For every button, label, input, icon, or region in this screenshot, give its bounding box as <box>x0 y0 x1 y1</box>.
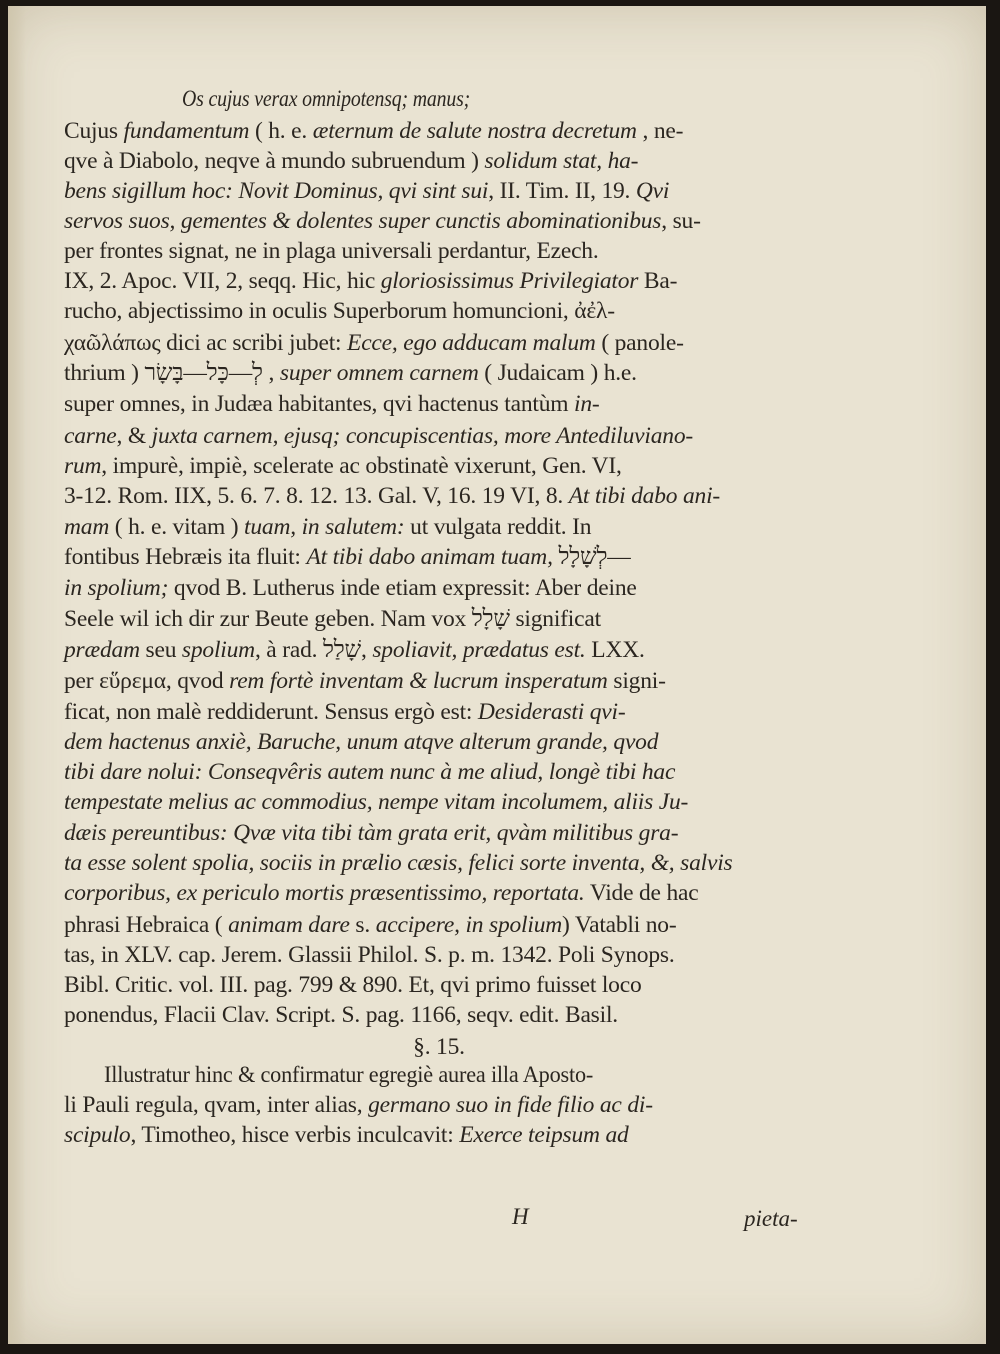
italic-text-segment: scipulo <box>64 1122 131 1148</box>
italic-text-segment: in- <box>574 391 600 417</box>
catchword: pieta- <box>744 1206 798 1231</box>
italic-text-segment: corporibus, ex periculo mortis præsentissimo, reportata. <box>64 880 585 906</box>
text-line <box>64 176 814 206</box>
text-segment: fontibus Hebræis ita fluit: <box>64 544 307 570</box>
text-segment: phrasi Hebraica ( <box>64 912 229 938</box>
text-line <box>64 727 814 757</box>
text-line <box>64 146 814 176</box>
text-segment: s. <box>349 912 376 938</box>
italic-text-segment: ta esse solent spolia, sociis in prælio cæsis, felici sorte inventa, &, salvis <box>64 850 733 876</box>
text-segment: §. 15. <box>413 1034 465 1060</box>
text-segment: , & <box>116 423 152 449</box>
italic-text-segment: tempestate melius ac commodius, nempe vitam incolumem, aliis Ju- <box>64 789 689 815</box>
italic-text-segment: accipere, in spolium <box>375 912 563 938</box>
text-line <box>64 542 814 572</box>
italic-text-segment: prædam <box>64 637 140 663</box>
italic-text-segment: tibi dare nolui: Conseqvêris autem nunc à me aliud, longè tibi hac <box>64 759 676 785</box>
text-line <box>64 1032 814 1062</box>
text-segment: Seele wil ich dir zur Beute geben. Nam vox שָׁלָל significat <box>64 606 601 632</box>
text-segment: LXX. <box>585 637 645 663</box>
text-segment: לְשָׁלָל— <box>552 544 631 570</box>
text-line <box>64 1000 814 1030</box>
text-line <box>64 910 814 940</box>
text-line <box>64 573 814 603</box>
italic-text-segment: solidum stat, ha- <box>484 148 639 174</box>
italic-text-segment: Qvi <box>635 178 670 204</box>
italic-text-segment: rum <box>64 453 102 479</box>
text-segment: ) Vatabli no- <box>562 912 677 938</box>
italic-text-segment: Os cujus verax omnipotensq; manus; <box>182 86 471 112</box>
text-line <box>64 389 814 419</box>
italic-text-segment: in spolium; <box>64 575 169 601</box>
text-line <box>64 878 814 908</box>
text-segment: , su- <box>661 208 701 234</box>
text-segment: ficat, non malè reddiderunt. Sensus ergò est: <box>64 699 478 725</box>
italic-text-segment: servos suos, gementes & dolentes super cunctis abominationibus <box>64 208 662 234</box>
text-segment: IX, 2. Apoc. VII, 2, seqq. Hic, hic <box>64 268 381 294</box>
italic-text-segment: dæis pereuntibus: Qvæ vita tibi tàm grata erit, qvàm militibus gra- <box>64 820 679 846</box>
text-segment: per εὕρεμα, qvod <box>64 668 230 694</box>
text-line <box>64 358 814 388</box>
text-segment: ( Judaicam ) h.e. <box>478 360 637 386</box>
text-segment: qve à Diabolo, neqve à mundo subruendum ) <box>64 148 485 174</box>
text-line <box>64 757 814 787</box>
italic-text-segment: spolium <box>181 637 255 663</box>
italic-text-segment: At tibi dabo ani- <box>568 483 721 509</box>
text-segment: Cujus <box>64 118 124 144</box>
text-segment: thrium ) לְ—כָּל—בָּשָׂר , <box>64 360 280 386</box>
text-line <box>64 206 814 236</box>
text-line <box>64 818 814 848</box>
italic-text-segment: tuam, in salutem: <box>244 514 405 540</box>
text-segment: ponendus, Flacii Clav. Script. S. pag. 1166, seqv. edit. Basil. <box>64 1002 618 1028</box>
italic-text-segment: rem fortè inventam & lucrum insperatum <box>229 668 608 694</box>
text-line <box>64 328 814 358</box>
italic-text-segment: bens sigillum hoc: Novit Dominus, qvi sint sui <box>64 178 489 204</box>
text-line <box>64 512 814 542</box>
text-segment: Vide de hac <box>584 880 699 906</box>
italic-text-segment: Ecce, ego adducam malum <box>347 330 596 356</box>
italic-text-segment: mam <box>64 514 110 540</box>
text-line <box>64 481 814 511</box>
italic-text-segment: germano suo in fide filio ac di- <box>368 1092 653 1118</box>
text-segment: seu <box>139 637 182 663</box>
text-line <box>64 421 814 451</box>
italic-text-segment: gloriosissimus Privilegiator <box>380 268 639 294</box>
text-line <box>64 940 814 970</box>
text-segment: , ne- <box>636 118 684 144</box>
text-segment: per frontes signat, ne in plaga universali perdantur, Ezech. <box>64 238 599 264</box>
book-page <box>8 6 986 1344</box>
italic-text-segment: carne <box>64 423 117 449</box>
text-segment: ut vulgata reddit. In <box>404 514 592 540</box>
text-line <box>64 451 814 481</box>
text-line <box>64 266 814 296</box>
text-line <box>64 604 814 634</box>
italic-text-segment: Exerce teipsum ad <box>459 1122 629 1148</box>
text-line <box>64 970 814 1000</box>
text-segment: , à rad. שָׁלַל, <box>254 637 373 663</box>
italic-text-segment: super omnem carnem <box>279 360 479 386</box>
text-segment: , Timotheo, hisce verbis inculcavit: <box>130 1122 460 1148</box>
text-segment: , II. Tim. II, 19. <box>488 178 636 204</box>
text-line <box>64 666 814 696</box>
italic-text-segment: juxta carnem, ejusq; concupiscentias, more Antediluviano- <box>151 423 694 449</box>
italic-text-segment: animam dare <box>228 912 350 938</box>
text-line <box>182 84 814 114</box>
text-segment: 3-12. Rom. IIX, 5. 6. 7. 8. 12. 13. Gal. V, 16. 19 VI, 8. <box>64 483 569 509</box>
text-line <box>104 1060 814 1090</box>
text-segment: tas, in XLV. cap. Jerem. Glassii Philol. S. p. m. 1342. Poli Synops. <box>64 942 675 968</box>
text-line <box>64 1090 814 1120</box>
text-segment: χαῶλάπως dici ac scribi jubet: <box>64 330 348 356</box>
text-line <box>64 635 814 665</box>
italic-text-segment: spoliavit, prædatus est. <box>372 637 586 663</box>
text-line <box>64 296 814 326</box>
text-segment: signi- <box>607 668 666 694</box>
text-segment: , impurè, impiè, scelerate ac obstinatè vixerunt, Gen. VI, <box>101 453 622 479</box>
italic-text-segment: dem hactenus anxiè, Baruche, unum atqve alterum grande, qvod <box>64 729 659 755</box>
italic-text-segment: Desiderasti qvi- <box>477 699 626 725</box>
text-segment: ( h. e. vitam ) <box>109 514 245 540</box>
italic-text-segment: fundamentum <box>123 118 250 144</box>
text-segment: super omnes, in Judæa habitantes, qvi hactenus tantùm <box>64 391 575 417</box>
text-segment: ( h. e. <box>249 118 313 144</box>
text-segment: Illustratur hinc & confirmatur egregiè aurea illa Aposto- <box>104 1062 594 1088</box>
text-line <box>64 787 814 817</box>
text-line <box>64 1120 814 1150</box>
text-segment: li Pauli regula, qvam, inter alias, <box>64 1092 369 1118</box>
italic-text-segment: At tibi dabo animam tuam, <box>306 544 553 570</box>
text-line <box>64 116 814 146</box>
text-segment: ( panole- <box>595 330 684 356</box>
text-line <box>64 236 814 266</box>
text-segment: Bibl. Critic. vol. III. pag. 799 & 890. Et, qvi primo fuisset loco <box>64 972 642 998</box>
text-line <box>64 697 814 727</box>
text-segment: Ba- <box>638 268 678 294</box>
text-segment: qvod B. Lutherus inde etiam expressit: Aber deine <box>168 575 637 601</box>
italic-text-segment: æternum de salute nostra decretum <box>312 118 637 144</box>
text-line <box>64 848 814 878</box>
page-gutter-shadow <box>8 6 26 1344</box>
signature-mark: H <box>512 1204 529 1229</box>
text-segment: rucho, abjectissimo in oculis Superborum homuncioni, ἀἐλ- <box>64 298 615 324</box>
